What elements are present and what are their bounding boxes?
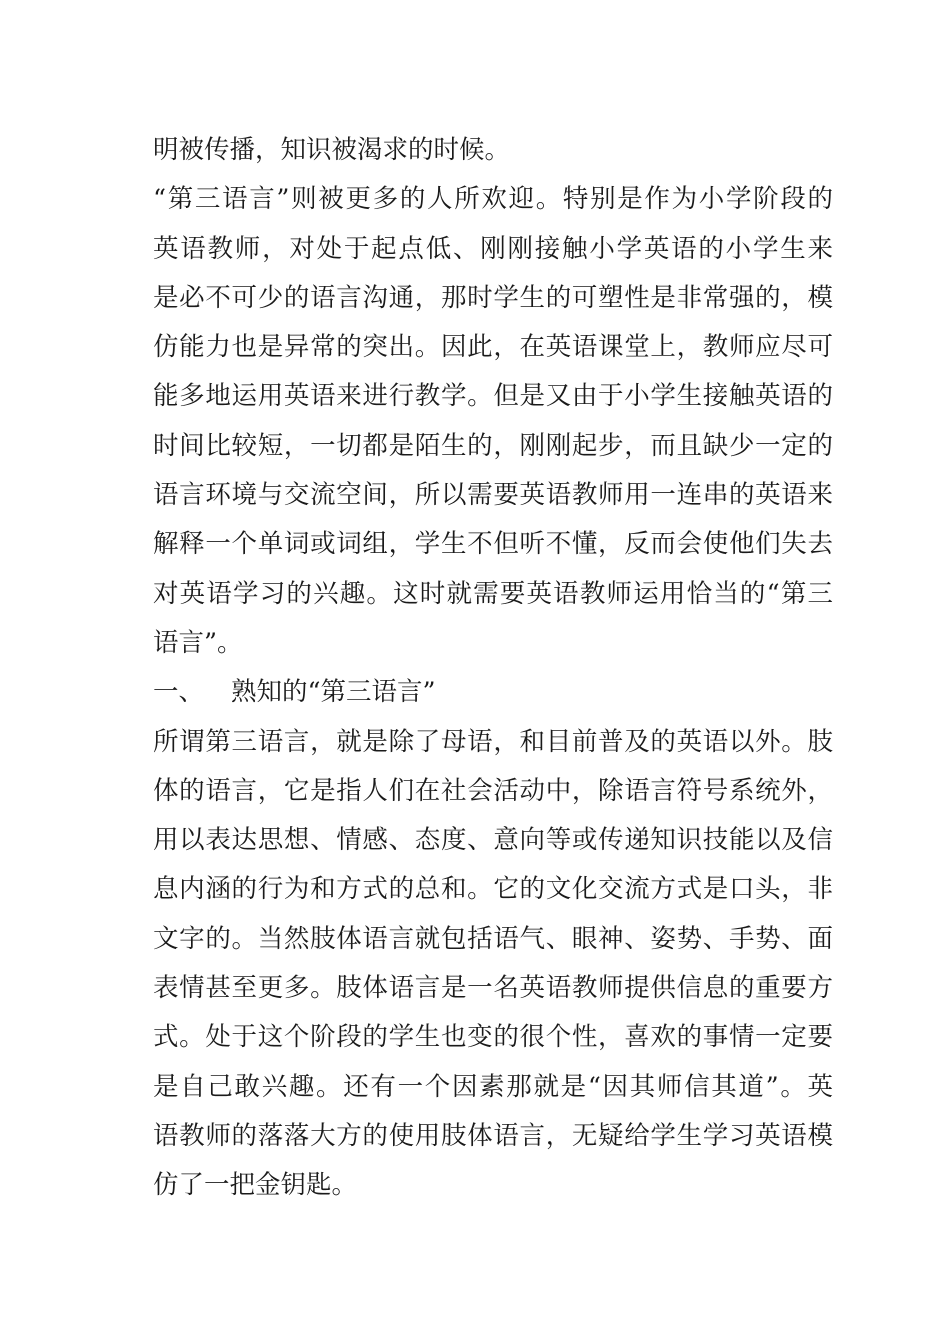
text-line: 仿能力也是异常的突出。因此，在英语课堂上，教师应尽可	[153, 332, 833, 363]
text-line: 息内涵的行为和方式的总和。它的文化交流方式是口头，非	[153, 874, 833, 905]
text-line: 时间比较短，一切都是陌生的，刚刚起步，而且缺少一定的	[153, 430, 833, 461]
text-line: “第三语言”则被更多的人所欢迎。特别是作为小学阶段的	[153, 184, 833, 215]
section-heading	[153, 668, 833, 717]
text-line: 体的语言，它是指人们在社会活动中，除语言符号系统外，	[153, 775, 833, 806]
text-line: 表情甚至更多。肢体语言是一名英语教师提供信息的重要方	[153, 973, 833, 1004]
text-line: 文字的。当然肢体语言就包括语气、眼神、姿势、手势、面	[153, 923, 833, 954]
text-line: 明被传播，知识被渴求的时候。	[153, 135, 511, 165]
text-line: 用以表达思想、情感、态度、意向等或传递知识技能以及信	[153, 825, 833, 856]
text-line: 对英语学习的兴趣。这时就需要英语教师运用恰当的“第三	[153, 578, 833, 609]
text-line: 所谓第三语言，就是除了母语，和目前普及的英语以外。肢	[153, 726, 833, 757]
text-line: 能多地运用英语来进行教学。但是又由于小学生接触英语的	[153, 381, 833, 412]
text-line: 式。处于这个阶段的学生也变的很个性，喜欢的事情一定要	[153, 1022, 833, 1053]
text-line: 语言”。	[153, 627, 243, 658]
text-line: 语言环境与交流空间，所以需要英语教师用一连串的英语来	[153, 480, 833, 511]
section-number: 一、	[153, 677, 205, 708]
text-line: 解释一个单词或词组，学生不但听不懂，反而会使他们失去	[153, 529, 833, 560]
text-line: 语教师的落落大方的使用肢体语言，无疑给学生学习英语模	[153, 1120, 833, 1151]
text-line: 英语教师，对处于起点低、刚刚接触小学英语的小学生来	[153, 233, 833, 264]
text-line: 是必不可少的语言沟通，那时学生的可塑性是非常强的，模	[153, 282, 833, 313]
text-line: 仿了一把金钥匙。	[153, 1170, 358, 1201]
body-text	[153, 126, 833, 1211]
section-title: 熟知的“第三语言”	[231, 677, 436, 708]
text-line: 是自己敢兴趣。还有一个因素那就是“因其师信其道”。英	[153, 1071, 833, 1102]
